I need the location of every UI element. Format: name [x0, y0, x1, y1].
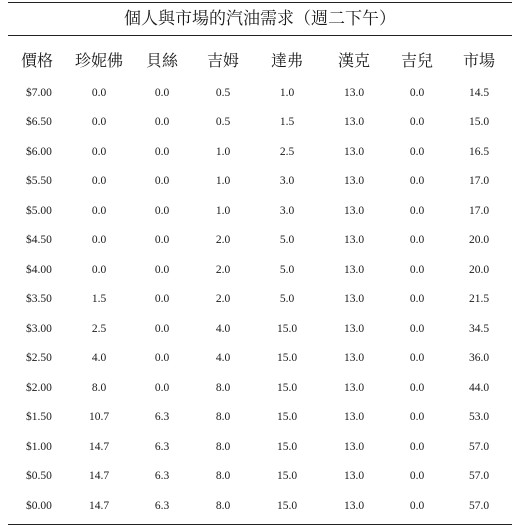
demand-table-frame: [8, 2, 512, 525]
jill-cell: 0.0: [409, 499, 425, 512]
table-title: 個人與市場的汽油需求（週二下午）: [8, 3, 512, 36]
price-cell: $5.00: [26, 204, 52, 217]
daffy-cell: 15.0: [276, 440, 298, 453]
jim-cell: 2.0: [215, 293, 231, 306]
jill-cell: 0.0: [409, 411, 425, 424]
market-cell: 21.5: [468, 293, 490, 306]
table-row: [8, 432, 512, 462]
market-cell: 17.0: [468, 175, 490, 188]
jim-cell: 4.0: [215, 352, 231, 365]
table-row: [8, 373, 512, 403]
beth-cell: 0.0: [154, 204, 170, 217]
market-cell: 17.0: [468, 204, 490, 217]
table-row: [8, 491, 512, 521]
jennifer-cell: 2.5: [91, 322, 107, 335]
beth-cell: 0.0: [154, 86, 170, 99]
hank-cell: 13.0: [343, 145, 365, 158]
hank-cell: 13.0: [343, 175, 365, 188]
market-cell: 36.0: [468, 352, 490, 365]
column-header-daffy: 達弗: [270, 50, 303, 70]
jennifer-cell: 0.0: [91, 234, 107, 247]
beth-cell: 0.0: [154, 234, 170, 247]
column-header-jill: 吉兒: [400, 50, 433, 70]
price-cell: $1.50: [26, 411, 52, 424]
daffy-cell: 3.0: [279, 175, 295, 188]
jennifer-cell: 0.0: [91, 175, 107, 188]
daffy-cell: 2.5: [279, 145, 295, 158]
price-cell: $4.00: [26, 263, 52, 276]
price-cell: $7.00: [26, 86, 52, 99]
jill-cell: 0.0: [409, 116, 425, 129]
market-cell: 14.5: [468, 86, 490, 99]
jill-cell: 0.0: [409, 440, 425, 453]
table-row: [8, 167, 512, 197]
hank-cell: 13.0: [343, 204, 365, 217]
jim-cell: 1.0: [215, 145, 231, 158]
beth-cell: 6.3: [154, 499, 170, 512]
hank-cell: 13.0: [343, 322, 365, 335]
jennifer-cell: 14.7: [88, 499, 110, 512]
jennifer-cell: 0.0: [91, 145, 107, 158]
hank-cell: 13.0: [343, 470, 365, 483]
beth-cell: 0.0: [154, 322, 170, 335]
jim-cell: 2.0: [215, 234, 231, 247]
price-cell: $3.00: [26, 322, 52, 335]
table-row: [8, 344, 512, 374]
market-cell: 20.0: [468, 263, 490, 276]
beth-cell: 0.0: [154, 175, 170, 188]
daffy-cell: 5.0: [279, 234, 295, 247]
daffy-cell: 15.0: [276, 499, 298, 512]
beth-cell: 0.0: [154, 263, 170, 276]
hank-cell: 13.0: [343, 440, 365, 453]
jennifer-cell: 0.0: [91, 263, 107, 276]
beth-cell: 0.0: [154, 116, 170, 129]
jim-cell: 8.0: [215, 470, 231, 483]
jim-cell: 0.5: [215, 86, 231, 99]
hank-cell: 13.0: [343, 263, 365, 276]
jim-cell: 2.0: [215, 263, 231, 276]
table-row: [8, 137, 512, 167]
column-header-beth: 貝絲: [145, 50, 178, 70]
hank-cell: 13.0: [343, 381, 365, 394]
price-cell: $0.50: [26, 470, 52, 483]
table-row: [8, 462, 512, 492]
daffy-cell: 3.0: [279, 204, 295, 217]
hank-cell: 13.0: [343, 116, 365, 129]
table-row: [8, 78, 512, 108]
jennifer-cell: 14.7: [88, 440, 110, 453]
price-cell: $0.00: [26, 499, 52, 512]
price-cell: $6.00: [26, 145, 52, 158]
daffy-cell: 15.0: [276, 381, 298, 394]
jennifer-cell: 4.0: [91, 352, 107, 365]
beth-cell: 6.3: [154, 440, 170, 453]
demand-table: [8, 40, 512, 521]
market-cell: 57.0: [468, 440, 490, 453]
table-row: [8, 255, 512, 285]
market-cell: 16.5: [468, 145, 490, 158]
beth-cell: 0.0: [154, 381, 170, 394]
hank-cell: 13.0: [343, 352, 365, 365]
hank-cell: 13.0: [343, 411, 365, 424]
jill-cell: 0.0: [409, 470, 425, 483]
column-header-jim: 吉姆: [206, 50, 239, 70]
price-cell: $2.50: [26, 352, 52, 365]
jim-cell: 8.0: [215, 411, 231, 424]
market-cell: 53.0: [468, 411, 490, 424]
column-header-hank: 漢克: [337, 50, 370, 70]
jill-cell: 0.0: [409, 86, 425, 99]
table-body: [8, 78, 512, 521]
jill-cell: 0.0: [409, 322, 425, 335]
jill-cell: 0.0: [409, 293, 425, 306]
beth-cell: 6.3: [154, 411, 170, 424]
beth-cell: 0.0: [154, 145, 170, 158]
beth-cell: 0.0: [154, 293, 170, 306]
jim-cell: 0.5: [215, 116, 231, 129]
market-cell: 34.5: [468, 322, 490, 335]
beth-cell: 6.3: [154, 470, 170, 483]
jill-cell: 0.0: [409, 234, 425, 247]
jill-cell: 0.0: [409, 145, 425, 158]
market-cell: 57.0: [468, 470, 490, 483]
jennifer-cell: 1.5: [91, 293, 107, 306]
hank-cell: 13.0: [343, 293, 365, 306]
column-header-price: 價格: [20, 50, 53, 70]
price-cell: $5.50: [26, 175, 52, 188]
jennifer-cell: 14.7: [88, 470, 110, 483]
jim-cell: 8.0: [215, 499, 231, 512]
jill-cell: 0.0: [409, 381, 425, 394]
beth-cell: 0.0: [154, 352, 170, 365]
daffy-cell: 15.0: [276, 470, 298, 483]
market-cell: 44.0: [468, 381, 490, 394]
market-cell: 15.0: [468, 116, 490, 129]
jennifer-cell: 0.0: [91, 204, 107, 217]
jill-cell: 0.0: [409, 352, 425, 365]
jennifer-cell: 0.0: [91, 86, 107, 99]
daffy-cell: 15.0: [276, 322, 298, 335]
jennifer-cell: 10.7: [88, 411, 110, 424]
table-row: [8, 226, 512, 256]
daffy-cell: 15.0: [276, 411, 298, 424]
header-row: [8, 40, 512, 78]
price-cell: $4.50: [26, 234, 52, 247]
daffy-cell: 5.0: [279, 263, 295, 276]
column-header-market: 市場: [462, 50, 495, 70]
daffy-cell: 1.5: [279, 116, 295, 129]
hank-cell: 13.0: [343, 499, 365, 512]
jim-cell: 8.0: [215, 440, 231, 453]
price-cell: $6.50: [26, 116, 52, 129]
daffy-cell: 1.0: [279, 86, 295, 99]
market-cell: 20.0: [468, 234, 490, 247]
jim-cell: 1.0: [215, 204, 231, 217]
jill-cell: 0.0: [409, 204, 425, 217]
jim-cell: 8.0: [215, 381, 231, 394]
table-row: [8, 314, 512, 344]
jim-cell: 4.0: [215, 322, 231, 335]
market-cell: 57.0: [468, 499, 490, 512]
price-cell: $3.50: [26, 293, 52, 306]
table-row: [8, 196, 512, 226]
jennifer-cell: 0.0: [91, 116, 107, 129]
table-row: [8, 108, 512, 138]
table-row: [8, 285, 512, 315]
column-header-jennifer: 珍妮佛: [74, 50, 123, 70]
price-cell: $1.00: [26, 440, 52, 453]
daffy-cell: 5.0: [279, 293, 295, 306]
table-row: [8, 403, 512, 433]
price-cell: $2.00: [26, 381, 52, 394]
jim-cell: 1.0: [215, 175, 231, 188]
hank-cell: 13.0: [343, 234, 365, 247]
daffy-cell: 15.0: [276, 352, 298, 365]
jennifer-cell: 8.0: [91, 381, 107, 394]
hank-cell: 13.0: [343, 86, 365, 99]
jill-cell: 0.0: [409, 175, 425, 188]
jill-cell: 0.0: [409, 263, 425, 276]
